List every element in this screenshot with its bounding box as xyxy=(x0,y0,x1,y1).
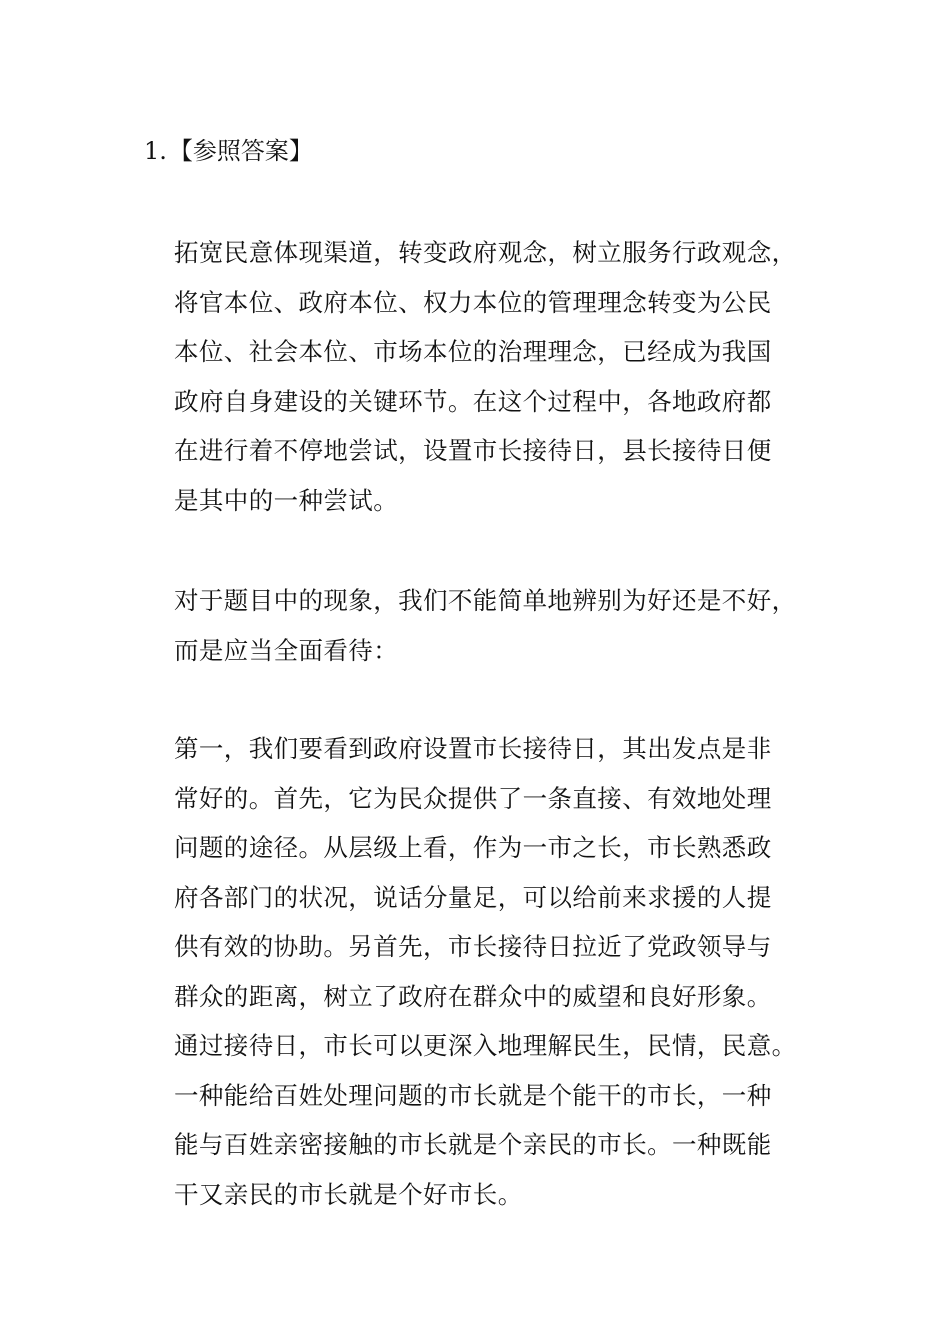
answer-heading xyxy=(144,132,313,170)
text-line: 常好的。首先，它为民众提供了一条直接、有效地处理 xyxy=(174,783,772,813)
text-line: 府各部门的状况，说话分量足，可以给前来求援的人提 xyxy=(174,882,772,912)
text-line: 而是应当全面看待： xyxy=(174,635,399,665)
paragraph-intro xyxy=(174,228,834,525)
text-line: 一种能给百姓处理问题的市长就是个能干的市长，一种 xyxy=(174,1080,772,1110)
text-line: 政府自身建设的关键环节。在这个过程中，各地政府都 xyxy=(174,386,772,416)
text-line: 对于题目中的现象，我们不能简单地辨别为好还是不好， xyxy=(174,586,797,615)
text-line: 干又亲民的市长就是个好市长。 xyxy=(174,1179,523,1209)
text-line: 能与百姓亲密接触的市长就是个亲民的市长。一种既能 xyxy=(174,1130,772,1159)
text-line: 供有效的协助。另首先，市长接待日拉近了党政领导与 xyxy=(174,932,772,961)
paragraph-first-point xyxy=(174,724,834,1219)
text-line: 群众的距离，树立了政府在群众中的威望和良好形象。 xyxy=(174,981,772,1011)
text-line: 将官本位、政府本位、权力本位的管理理念转变为公民 xyxy=(174,287,772,317)
text-line: 第一，我们要看到政府设置市长接待日，其出发点是非 xyxy=(174,734,772,763)
text-line: 通过接待日，市长可以更深入地理解民生，民情，民意。 xyxy=(174,1031,797,1060)
heading-label: 【参照答案】 xyxy=(168,137,313,165)
text-line: 是其中的一种尝试。 xyxy=(174,485,399,515)
text-line: 拓宽民意体现渠道，转变政府观念，树立服务行政观念， xyxy=(174,238,797,267)
text-line: 本位、社会本位、市场本位的治理理念，已经成为我国 xyxy=(174,337,772,366)
text-line: 在进行着不停地尝试，设置市长接待日，县长接待日便 xyxy=(174,436,772,465)
text-line: 问题的途径。从层级上看，作为一市之长，市长熟悉政 xyxy=(174,833,772,862)
paragraph-view xyxy=(174,576,834,675)
heading-number: 1. xyxy=(144,137,167,165)
